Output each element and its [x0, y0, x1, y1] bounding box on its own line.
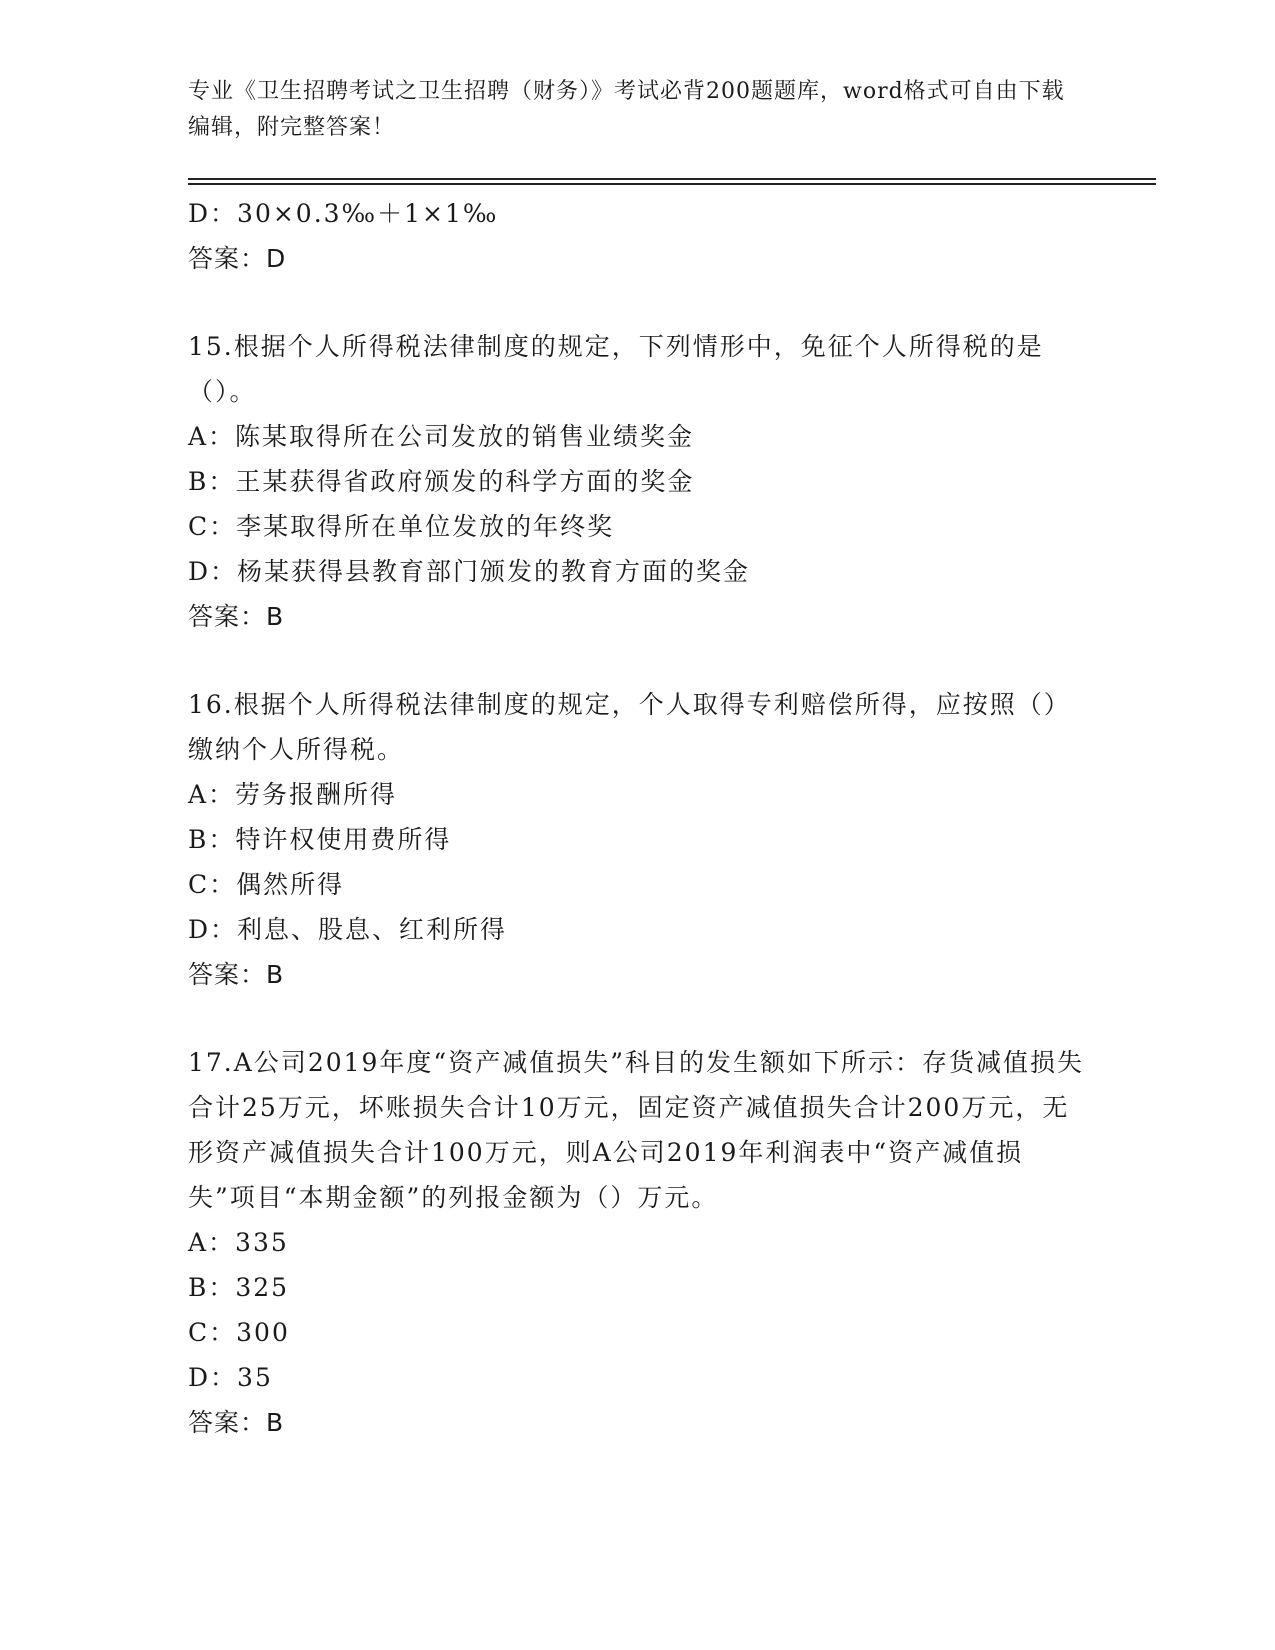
- spacer: [188, 639, 1088, 682]
- spacer: [188, 997, 1088, 1040]
- header-title: 专业《卫生招聘考试之卫生招聘（财务）》考试必背200题题库，word格式可自由下载编辑，附完整答案！: [188, 79, 1065, 140]
- question-15: [188, 324, 1088, 639]
- option-a: A：335: [188, 1228, 289, 1257]
- prev-option-d: D：30×0.3‰＋1×1‰: [188, 199, 499, 228]
- option-c: C：李某取得所在单位发放的年终奖: [188, 512, 615, 541]
- option-a: A：陈某取得所在公司发放的销售业绩奖金: [188, 422, 695, 451]
- question-text: 15.根据个人所得税法律制度的规定，下列情形中，免征个人所得税的是（）。: [188, 332, 1044, 406]
- option-d: D：杨某获得县教育部门颁发的教育方面的奖金: [188, 557, 751, 586]
- document-header: [188, 74, 1068, 146]
- question-16: [188, 682, 1088, 997]
- question-17: [188, 1040, 1088, 1445]
- prev-answer: 答案：D: [188, 244, 287, 273]
- spacer: [188, 281, 1088, 324]
- option-d: D：利息、股息、红利所得: [188, 915, 508, 944]
- option-d: D：35: [188, 1363, 273, 1392]
- option-c: C：偶然所得: [188, 870, 345, 899]
- answer: 答案：B: [188, 602, 285, 631]
- question-text: 17.A公司2019年度“资产减值损失”科目的发生额如下所示：存货减值损失合计25万元，坏账损失合计10万元，固定资产减值损失合计200万元，无形资产减值损失合计100万元，则A公司2019年利润表中“资产减值损失”项目“本期金额”的列报金额为（）万元。: [188, 1048, 1084, 1212]
- answer: 答案：B: [188, 960, 285, 989]
- document-body: [188, 191, 1088, 1445]
- answer: 答案：B: [188, 1408, 285, 1437]
- option-a: A：劳务报酬所得: [188, 780, 398, 809]
- header-rule-bottom: [188, 183, 1156, 185]
- question-text: 16.根据个人所得税法律制度的规定，个人取得专利赔偿所得，应按照（）缴纳个人所得税。: [188, 690, 1071, 764]
- option-c: C：300: [188, 1318, 290, 1347]
- option-b: B：特许权使用费所得: [188, 825, 452, 854]
- header-rule-top: [188, 178, 1156, 180]
- option-b: B：325: [188, 1273, 290, 1302]
- option-b: B：王某获得省政府颁发的科学方面的奖金: [188, 467, 695, 496]
